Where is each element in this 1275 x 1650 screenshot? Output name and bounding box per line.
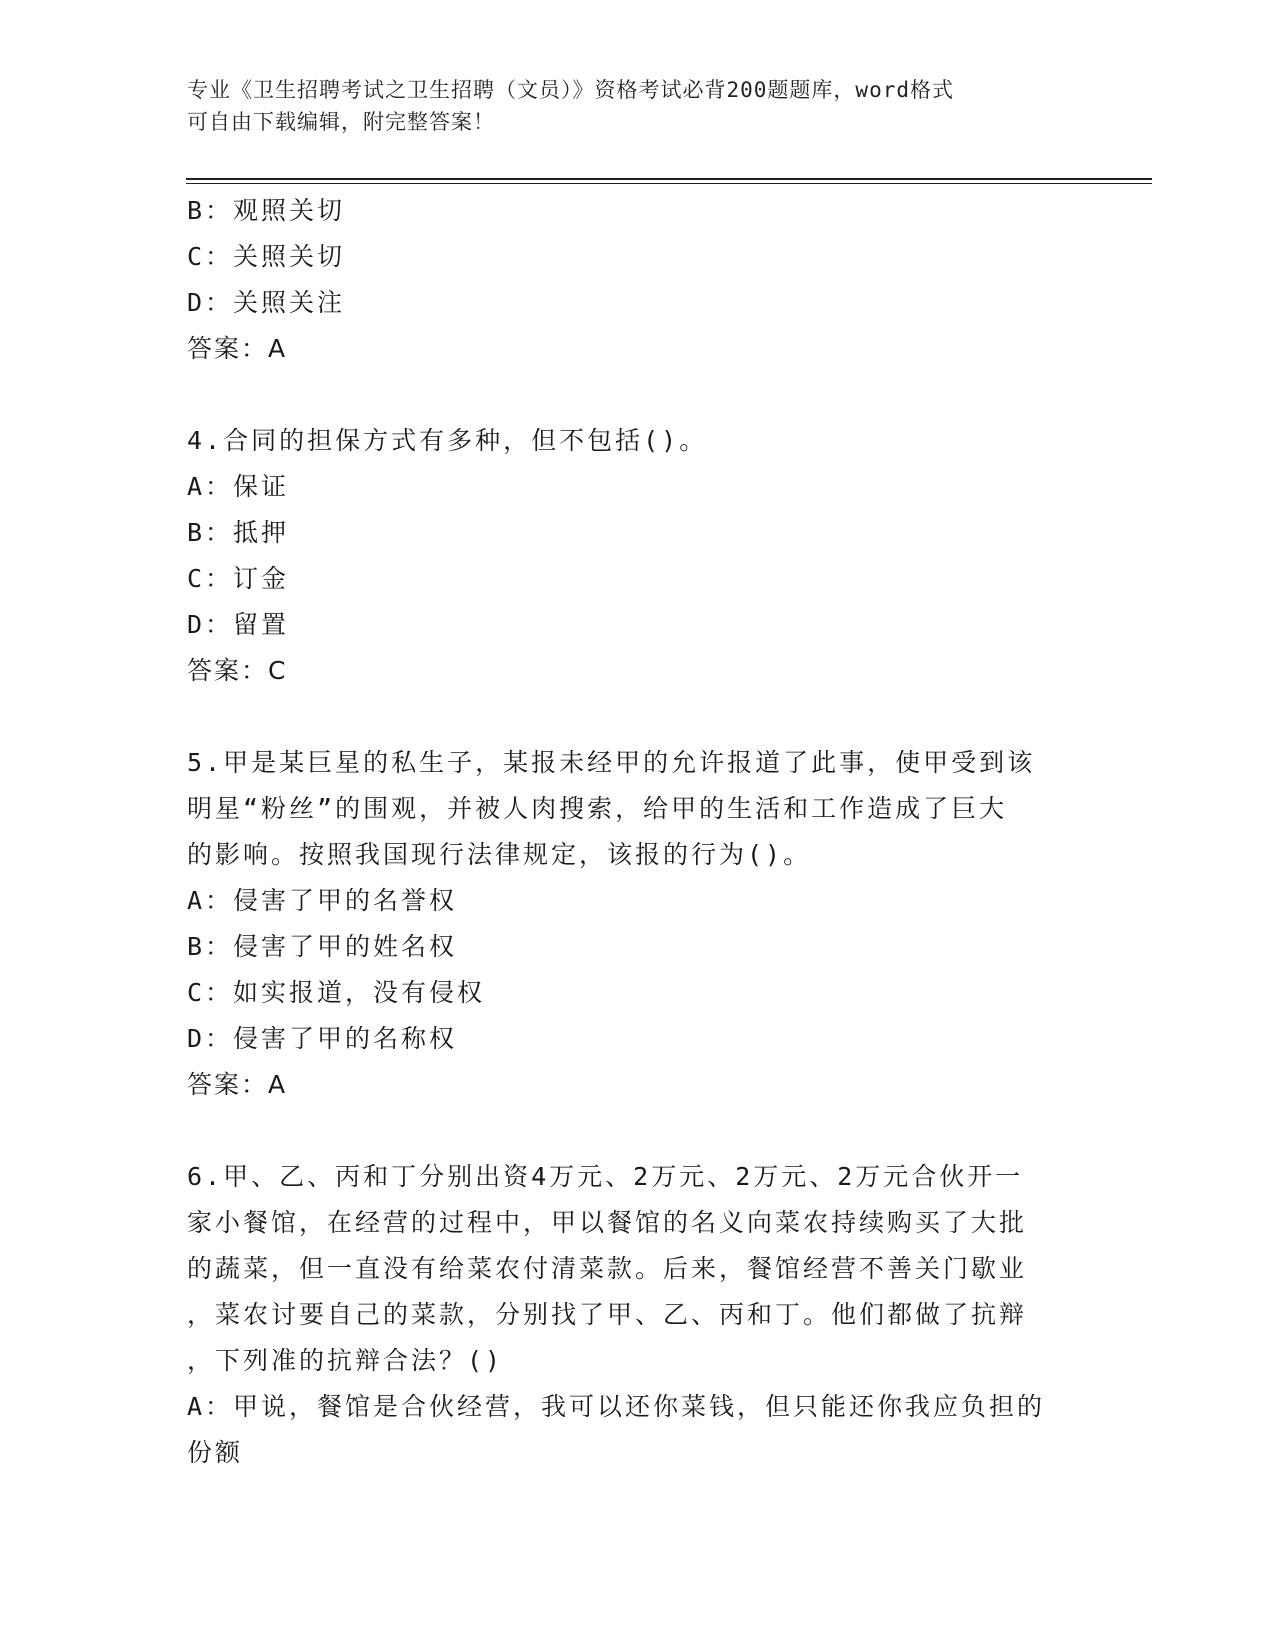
option-b: B：侵害了甲的姓名权 <box>187 932 458 961</box>
option-a: A：侵害了甲的名誉权 <box>187 886 458 915</box>
option-b: B：抵押 <box>187 518 290 547</box>
header-line-2: 可自由下载编辑，附完整答案！ <box>187 110 495 134</box>
question-text-line: 6.甲、乙、丙和丁分别出资4万元、2万元、2万元、2万元合伙开一 <box>187 1162 1024 1191</box>
document-header <box>187 74 1087 138</box>
question-6-block <box>187 1154 1087 1476</box>
option-c: C：订金 <box>187 564 290 593</box>
question-text-line: ，菜农讨要自己的菜款，分别找了甲、乙、丙和丁。他们都做了抗辩 <box>187 1300 1028 1329</box>
option-c: C：关照关切 <box>187 242 346 271</box>
option-b: B：观照关切 <box>187 196 346 225</box>
option-a-line: A：甲说，餐馆是合伙经营，我可以还你菜钱，但只能还你我应负担的 <box>187 1392 1046 1421</box>
option-c: C：如实报道，没有侵权 <box>187 978 486 1007</box>
spacer <box>187 1108 1087 1154</box>
answer: 答案：A <box>187 334 288 363</box>
spacer <box>187 372 1087 418</box>
question-text-line: 明星“粉丝”的围观，并被人肉搜索，给甲的生活和工作造成了巨大 <box>187 794 1008 823</box>
spacer <box>187 694 1087 740</box>
header-divider-thick <box>186 178 1152 180</box>
option-a: A：保证 <box>187 472 290 501</box>
option-d: D：关照关注 <box>187 288 346 317</box>
option-d: D：留置 <box>187 610 290 639</box>
header-line-1: 专业《卫生招聘考试之卫生招聘（文员）》资格考试必背200题题库，word格式 <box>187 78 954 102</box>
question-text-line: ，下列准的抗辩合法？() <box>187 1346 504 1375</box>
question-4-block <box>187 418 1087 694</box>
option-a-line: 份额 <box>187 1438 244 1467</box>
question-3-block <box>187 188 1087 372</box>
question-text: 4.合同的担保方式有多种，但不包括()。 <box>187 426 708 455</box>
question-text-line: 5.甲是某巨星的私生子，某报未经甲的允许报道了此事，使甲受到该 <box>187 748 1036 777</box>
question-text-line: 家小餐馆，在经营的过程中，甲以餐馆的名义向菜农持续购买了大批 <box>187 1208 1028 1237</box>
question-content <box>187 188 1087 1476</box>
option-d: D：侵害了甲的名称权 <box>187 1024 458 1053</box>
answer: 答案：A <box>187 1070 288 1099</box>
question-text-line: 的影响。按照我国现行法律规定，该报的行为()。 <box>187 840 812 869</box>
header-divider-thin <box>186 183 1152 184</box>
answer: 答案：C <box>187 656 288 685</box>
question-text-line: 的蔬菜，但一直没有给菜农付清菜款。后来，餐馆经营不善关门歇业 <box>187 1254 1028 1283</box>
question-5-block <box>187 740 1087 1108</box>
